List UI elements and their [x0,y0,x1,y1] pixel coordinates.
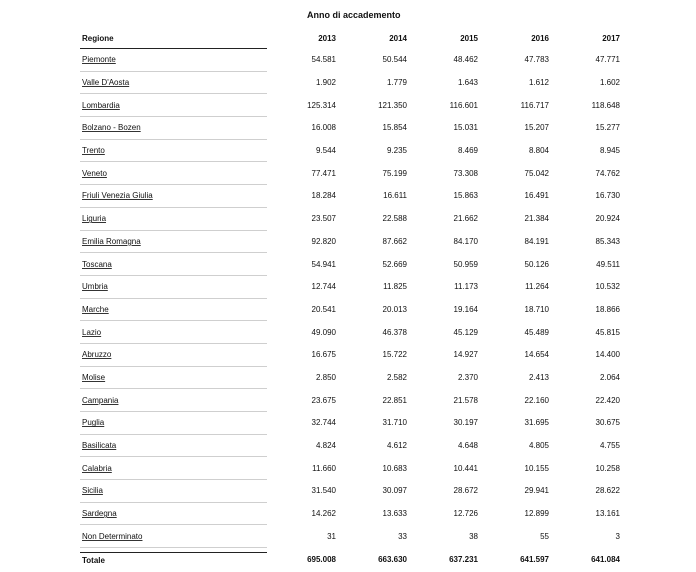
total-value: 641.597 [520,555,549,565]
cell-value: 47.783 [524,55,549,65]
cell-value: 23.507 [311,214,336,224]
region-link[interactable]: Emilia Romagna [80,230,267,253]
cell-value: 45.129 [453,327,478,337]
region-link[interactable]: Molise [80,366,267,389]
cell-value: 87.662 [382,236,407,246]
cell-value: 14.262 [311,509,336,519]
cell-value: 10.155 [524,463,549,473]
cell-value: 33 [398,531,407,541]
cell-value: 1.602 [599,78,620,88]
cell-value: 4.755 [599,441,620,451]
cell-value: 55 [540,531,549,541]
region-link[interactable]: Marche [80,298,267,321]
cell-value: 2.582 [386,372,407,382]
cell-value: 52.669 [382,259,407,269]
region-link[interactable]: Liguria [80,207,267,230]
region-link[interactable]: Non Determinato [80,525,267,548]
region-link[interactable]: Calabria [80,457,267,480]
table-row [80,434,622,457]
table-row [80,457,622,480]
region-link[interactable]: Veneto [80,162,267,185]
cell-value: 4.648 [457,441,478,451]
cell-value: 16.008 [311,123,336,133]
region-link[interactable]: Abruzzo [80,343,267,366]
cell-value: 18.866 [595,304,620,314]
total-value: 663.630 [378,555,407,565]
cell-value: 20.013 [382,304,407,314]
year-column-header: 2013 [318,33,336,43]
region-link[interactable]: Puglia [80,412,267,435]
cell-value: 9.235 [386,146,407,156]
cell-value: 4.805 [528,441,549,451]
region-link[interactable]: Trento [80,139,267,162]
region-link[interactable]: Umbria [80,275,267,298]
table-row [80,275,622,298]
cell-value: 10.441 [453,463,478,473]
region-link[interactable]: Bolzano - Bozen [80,117,267,140]
cell-value: 31 [327,531,336,541]
cell-value: 45.489 [524,327,549,337]
cell-value: 8.804 [528,146,549,156]
table-row [80,321,622,344]
cell-value: 2.064 [599,372,620,382]
cell-value: 84.170 [453,236,478,246]
table-row [80,525,622,548]
cell-value: 118.648 [591,100,620,110]
cell-value: 12.744 [311,282,336,292]
table-row [80,253,622,276]
cell-value: 50.959 [453,259,478,269]
cell-value: 15.207 [524,123,549,133]
table-row [80,162,622,185]
cell-value: 21.384 [524,214,549,224]
cell-value: 22.851 [382,395,407,405]
cell-value: 22.160 [524,395,549,405]
cell-value: 14.927 [453,350,478,360]
table-row [80,343,622,366]
cell-value: 13.633 [382,509,407,519]
cell-value: 92.820 [311,236,336,246]
cell-value: 28.622 [595,486,620,496]
cell-value: 16.491 [524,191,549,201]
cell-value: 15.031 [453,123,478,133]
table-row [80,412,622,435]
region-column-header: Regione [80,28,267,49]
cell-value: 11.825 [383,282,407,292]
year-group-header: Anno di accademento [307,10,401,20]
table-row [80,139,622,162]
cell-value: 8.469 [457,146,478,156]
cell-value: 1.902 [315,78,336,88]
cell-value: 29.941 [524,486,549,496]
table-row [80,298,622,321]
table-row [80,366,622,389]
region-link[interactable]: Sicilia [80,480,267,503]
table-row [80,502,622,525]
total-value: 695.008 [307,555,336,565]
cell-value: 116.601 [449,100,478,110]
table-row [80,117,622,140]
cell-value: 16.730 [595,191,620,201]
cell-value: 11.173 [454,282,478,292]
cell-value: 31.710 [382,418,407,428]
region-link[interactable]: Piemonte [80,49,267,72]
header-row [80,28,622,49]
cell-value: 15.722 [382,350,407,360]
cell-value: 18.284 [311,191,336,201]
year-column-header: 2015 [460,33,478,43]
cell-value: 85.343 [595,236,620,246]
cell-value: 31.540 [311,486,336,496]
cell-value: 30.675 [595,418,620,428]
enrollment-table [80,28,622,572]
cell-value: 15.277 [595,123,620,133]
cell-value: 125.314 [307,100,336,110]
table-row [80,207,622,230]
cell-value: 2.370 [457,372,478,382]
total-value: 637.231 [449,555,478,565]
cell-value: 21.578 [453,395,478,405]
year-column-header: 2016 [531,33,549,43]
cell-value: 10.532 [595,282,620,292]
cell-value: 22.588 [382,214,407,224]
cell-value: 74.762 [595,168,620,178]
cell-value: 75.042 [524,168,549,178]
table-row [80,71,622,94]
cell-value: 12.726 [453,509,478,519]
cell-value: 10.258 [595,463,620,473]
cell-value: 73.308 [453,168,478,178]
cell-value: 32.744 [311,418,336,428]
table-row [80,185,622,208]
cell-value: 14.400 [595,350,620,360]
table-row [80,480,622,503]
cell-value: 13.161 [595,509,620,519]
cell-value: 2.413 [528,372,549,382]
cell-value: 54.581 [311,55,336,65]
region-link[interactable]: Lombardia [80,94,267,117]
cell-value: 9.544 [315,146,336,156]
region-link[interactable]: Sardegna [80,502,267,525]
cell-value: 30.097 [382,486,407,496]
cell-value: 11.660 [312,463,336,473]
region-link[interactable]: Basilicata [80,434,267,457]
cell-value: 38 [469,531,478,541]
cell-value: 49.090 [311,327,336,337]
cell-value: 15.854 [382,123,407,133]
table-row [80,49,622,72]
cell-value: 1.643 [457,78,478,88]
region-link[interactable]: Valle D'Aosta [80,71,267,94]
cell-value: 19.164 [453,304,478,314]
region-link[interactable]: Lazio [80,321,267,344]
cell-value: 49.511 [596,259,620,269]
table-row [80,94,622,117]
region-link[interactable]: Friuli Venezia Giulia [80,185,267,208]
cell-value: 1.779 [386,78,407,88]
cell-value: 21.662 [453,214,478,224]
cell-value: 45.815 [595,327,620,337]
cell-value: 30.197 [453,418,478,428]
cell-value: 54.941 [311,259,336,269]
total-label: Totale [80,548,267,572]
cell-value: 14.654 [524,350,549,360]
cell-value: 4.824 [315,441,336,451]
cell-value: 2.850 [315,372,336,382]
region-link[interactable]: Toscana [80,253,267,276]
cell-value: 15.863 [453,191,478,201]
cell-value: 20.541 [311,304,336,314]
cell-value: 8.945 [599,146,620,156]
cell-value: 50.126 [524,259,549,269]
table-row [80,389,622,412]
table-row [80,230,622,253]
bottom-rule [80,552,267,553]
cell-value: 121.350 [378,100,407,110]
cell-value: 11.264 [525,282,549,292]
cell-value: 4.612 [386,441,407,451]
cell-value: 16.675 [311,350,336,360]
cell-value: 16.611 [383,191,407,201]
cell-value: 75.199 [382,168,407,178]
cell-value: 47.771 [595,55,620,65]
cell-value: 23.675 [311,395,336,405]
region-link[interactable]: Campania [80,389,267,412]
cell-value: 22.420 [595,395,620,405]
cell-value: 20.924 [595,214,620,224]
total-value: 641.084 [591,555,620,565]
year-column-header: 2017 [602,33,620,43]
cell-value: 10.683 [382,463,407,473]
cell-value: 46.378 [382,327,407,337]
cell-value: 48.462 [453,55,478,65]
cell-value: 84.191 [524,236,549,246]
cell-value: 116.717 [520,100,549,110]
cell-value: 77.471 [311,168,336,178]
cell-value: 31.695 [524,418,549,428]
cell-value: 1.612 [528,78,549,88]
cell-value: 3 [615,531,620,541]
cell-value: 28.672 [453,486,478,496]
year-column-header: 2014 [389,33,407,43]
cell-value: 50.544 [382,55,407,65]
cell-value: 18.710 [524,304,549,314]
cell-value: 12.899 [524,509,549,519]
